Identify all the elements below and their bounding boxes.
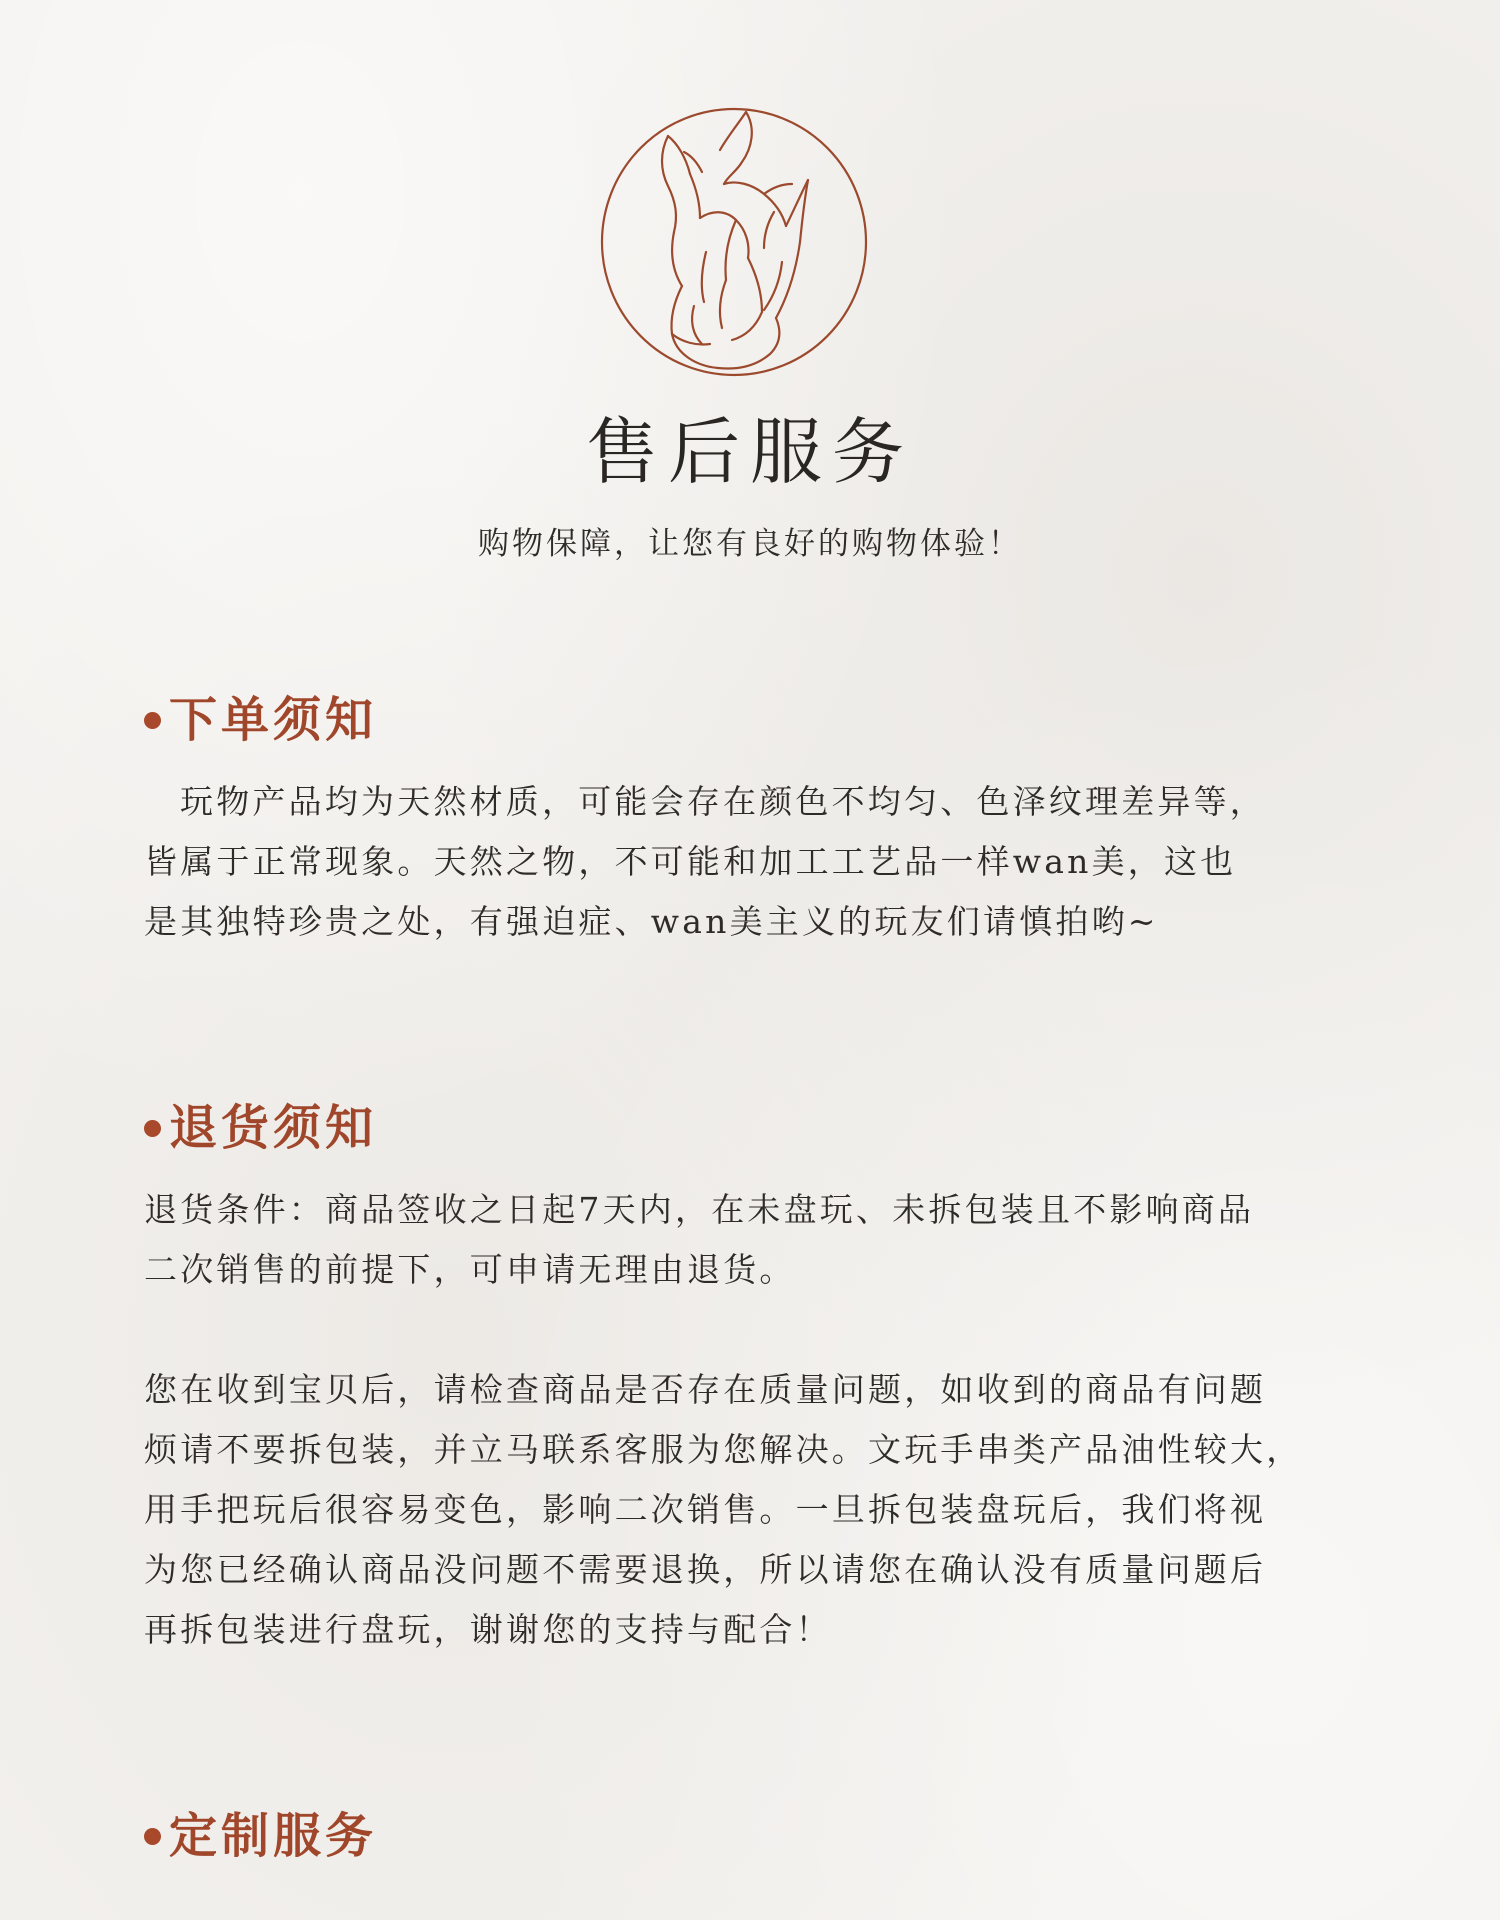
- paragraph-line: 为您已经确认商品没问题不需要退换，所以请您在确认没有质量问题后: [144, 1550, 1267, 1589]
- section-heading: [144, 690, 1404, 750]
- section-paragraph: [144, 1360, 1404, 1660]
- paragraph-line: 您在收到宝贝后，请检查商品是否存在质量问题，如收到的商品有问题: [144, 1370, 1267, 1409]
- section-title: 定制服务: [169, 1808, 378, 1864]
- paragraph-line: 是其独特珍贵之处，有强迫症、wan美主义的玩友们请慎拍哟~: [144, 902, 1159, 941]
- bullet-dot-icon: [144, 1828, 161, 1845]
- paragraph-line: 用手把玩后很容易变色，影响二次销售。一旦拆包装盘玩后，我们将视: [144, 1490, 1267, 1529]
- section-title: 退货须知: [169, 1100, 378, 1156]
- section-paragraph: [144, 1180, 1404, 1300]
- section-heading: [144, 1806, 1404, 1866]
- section-return-notice: [144, 1098, 1404, 1660]
- section-heading: [144, 1098, 1404, 1158]
- paragraph-line: 皆属于正常现象。天然之物，不可能和加工工艺品一样wan美，这也: [144, 842, 1237, 881]
- paragraph-line: 二次销售的前提下，可申请无理由退货。: [144, 1250, 796, 1289]
- paragraph-line: 烦请不要拆包装，并立马联系客服为您解决。文玩手串类产品油性较大，: [144, 1430, 1303, 1469]
- paragraph-line: 玩物产品均为天然材质，可能会存在颜色不均匀、色泽纹理差异等，: [180, 782, 1266, 821]
- section-title: 下单须知: [169, 692, 378, 748]
- section-paragraph: [144, 772, 1404, 952]
- paragraph-line: 再拆包装进行盘玩，谢谢您的支持与配合！: [144, 1610, 832, 1649]
- bullet-dot-icon: [144, 1120, 161, 1137]
- bullet-dot-icon: [144, 712, 161, 729]
- page-title: 售后服务: [585, 410, 914, 494]
- buddha-hand-mudra-icon: [596, 92, 872, 382]
- section-order-notice: [144, 690, 1404, 952]
- section-custom-service: [144, 1806, 1404, 1866]
- page-subtitle: 购物保障，让您有良好的购物体验！: [478, 526, 1022, 562]
- paragraph-line: 退货条件：商品签收之日起7天内，在未盘玩、未拆包装且不影响商品: [144, 1190, 1255, 1229]
